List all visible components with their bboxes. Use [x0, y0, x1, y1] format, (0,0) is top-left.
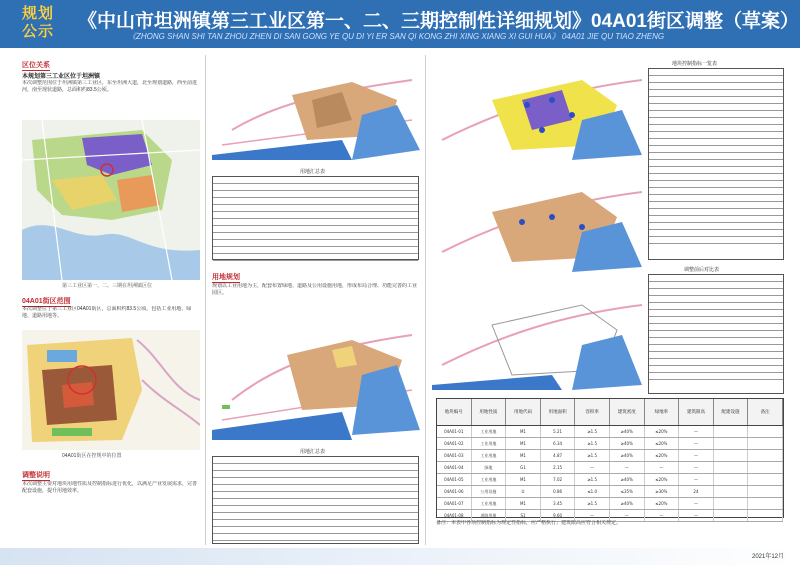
- right-top-table: [648, 68, 784, 260]
- table-cell: U: [506, 486, 541, 497]
- table-cell: M1: [506, 450, 541, 461]
- table-cell: [714, 450, 749, 461]
- header-bar: [0, 0, 800, 48]
- table-cell: 5.21: [541, 426, 576, 437]
- location-map: [22, 120, 200, 280]
- table-cell: [714, 426, 749, 437]
- block-map: [22, 330, 200, 450]
- table-cell: 工业用地: [472, 450, 507, 461]
- table-cell: 工业用地: [472, 498, 507, 509]
- table-cell: 04A01-08: [437, 510, 472, 521]
- table-cell: ≤35%: [610, 486, 645, 497]
- table-cell: 04A01-03: [437, 450, 472, 461]
- table-cell: ≥40%: [610, 474, 645, 485]
- table-cell: ≥1.5: [575, 498, 610, 509]
- table-cell: [748, 438, 783, 449]
- table-cell: [714, 474, 749, 485]
- control-map-top: [432, 60, 642, 160]
- right-top-table-grid: [649, 69, 783, 244]
- section-block-title: 04A01街区范围: [22, 298, 71, 305]
- table-cell: [748, 474, 783, 485]
- table-cell: 绿地: [472, 462, 507, 473]
- table-cell: —: [679, 450, 714, 461]
- table-cell: —: [679, 498, 714, 509]
- table-cell: ≥1.5: [575, 450, 610, 461]
- table-cell: ≤20%: [645, 426, 680, 437]
- table-cell: 工业用地: [472, 438, 507, 449]
- section-location-text: 本次调整范围位于坦洲镇第三工业区，东至坦洲大道，北至规划道路，西至前进河，南至现状道路，总面积约83.5公顷。: [22, 80, 198, 93]
- table-cell: ≥40%: [610, 426, 645, 437]
- block-map-caption: 04A01街区在控规中的位置: [62, 453, 122, 459]
- section-landuse-text: 规划以工业用地为主，配套布置绿地、道路及公用设施用地，形成布局合理、功能完善的工业园区。: [212, 283, 417, 296]
- control-index-table: [436, 398, 784, 518]
- table-cell: —: [575, 462, 610, 473]
- table-cell: M1: [506, 438, 541, 449]
- table-cell: G1: [506, 462, 541, 473]
- table-cell: ≥30%: [645, 486, 680, 497]
- notice-badge: [22, 5, 54, 41]
- table-cell: [748, 426, 783, 437]
- table-cell: ≤20%: [645, 498, 680, 509]
- table-cell: [748, 498, 783, 509]
- th-land-code: 用地代码: [506, 399, 541, 425]
- current-landuse-map: [212, 60, 420, 160]
- table-cell: [748, 462, 783, 473]
- block-map-graphic: [22, 330, 200, 450]
- middle-table1-grid: [213, 177, 418, 261]
- table-cell: [714, 438, 749, 449]
- th-remark: 备注: [748, 399, 783, 425]
- table-cell: 4.87: [541, 450, 576, 461]
- section-adjust-text: 本次调整主要对地块用地性质及控制指标进行优化，以满足产业发展需求，完善配套设施，提升用地效率。: [22, 481, 198, 494]
- section-location-subtitle: 本规划第三工业区位于坦洲镇: [22, 74, 101, 80]
- table-cell: 公用设施: [472, 486, 507, 497]
- page-title: 《中山市坦洲镇第三工业区第一、二、三期控制性详细规划》04A01街区调整（草案）: [78, 11, 799, 32]
- middle-table1: [212, 176, 419, 260]
- table-cell: [748, 486, 783, 497]
- table-cell: M1: [506, 498, 541, 509]
- table-cell: 9.60: [541, 510, 576, 521]
- th-land-use: 用地性质: [472, 399, 507, 425]
- location-map-caption: 第三工业区第一、二、三期在坦洲镇区位: [62, 283, 153, 289]
- control-index-table-header: [437, 399, 783, 426]
- table-cell: —: [679, 510, 714, 521]
- middle-table2: [212, 456, 419, 544]
- table-cell: [714, 486, 749, 497]
- table-cell: [714, 462, 749, 473]
- control-map-bottom-graphic: [432, 280, 642, 390]
- badge-line1: 规划: [22, 5, 55, 22]
- table-cell: [714, 498, 749, 509]
- table-cell: —: [610, 510, 645, 521]
- table-cell: [748, 450, 783, 461]
- right-mid-table-title: 调整前后对比表: [684, 267, 720, 273]
- table-cell: ≥40%: [610, 450, 645, 461]
- table-cell: 04A01-07: [437, 498, 472, 509]
- planned-landuse-map: [212, 310, 420, 440]
- table-row: [437, 474, 783, 486]
- table-cell: 工业用地: [472, 426, 507, 437]
- table-row: [437, 498, 783, 510]
- section-location-title: 区位关系: [22, 62, 50, 69]
- publish-date: 2021年12月: [752, 554, 785, 560]
- table-cell: 6.34: [541, 438, 576, 449]
- table-cell: 0.86: [541, 486, 576, 497]
- th-area: 用地面积: [541, 399, 576, 425]
- control-map-top-graphic: [432, 60, 642, 160]
- control-index-table-body: [437, 426, 783, 522]
- table-row: [437, 462, 783, 474]
- table-cell: —: [575, 510, 610, 521]
- table-cell: 04A01-04: [437, 462, 472, 473]
- section-adjust-title: 调整说明: [22, 472, 50, 479]
- middle-table2-title: 用地汇总表: [300, 449, 326, 455]
- th-height: 建筑限高: [679, 399, 714, 425]
- table-cell: ≤20%: [645, 438, 680, 449]
- table-cell: —: [679, 474, 714, 485]
- planned-landuse-graphic: [212, 310, 420, 440]
- table-cell: —: [610, 462, 645, 473]
- table-cell: ≤1.0: [575, 486, 610, 497]
- table-cell: ≥1.5: [575, 438, 610, 449]
- location-map-graphic: [22, 120, 200, 280]
- table-cell: —: [645, 462, 680, 473]
- table-cell: M1: [506, 474, 541, 485]
- table-cell: 工业用地: [472, 474, 507, 485]
- table-cell: 04A01-06: [437, 486, 472, 497]
- table-cell: 7.02: [541, 474, 576, 485]
- badge-line2: 公示: [22, 23, 55, 40]
- th-green: 绿地率: [645, 399, 680, 425]
- table-row: [437, 450, 783, 462]
- table-cell: 04A01-02: [437, 438, 472, 449]
- page-subtitle: 《ZHONG SHAN SHI TAN ZHOU ZHEN DI SAN GONG YE QU DI YI ER SAN QI KONG ZHI XING XIANG XI GUI HUA》 04A01 JIE QU TIAO ZHENG: [128, 32, 665, 41]
- table-cell: 2.15: [541, 462, 576, 473]
- table-cell: 3.45: [541, 498, 576, 509]
- table-cell: ≥40%: [610, 498, 645, 509]
- section-landuse-title: 用地规划: [212, 274, 240, 281]
- th-density: 建筑密度: [610, 399, 645, 425]
- right-mid-table-grid: [649, 275, 783, 380]
- table-cell: 24: [679, 486, 714, 497]
- table-cell: ≤20%: [645, 450, 680, 461]
- table-cell: —: [679, 438, 714, 449]
- table-cell: —: [679, 462, 714, 473]
- current-landuse-graphic: [212, 60, 420, 160]
- table-cell: —: [645, 510, 680, 521]
- th-plot-id: 地块编号: [437, 399, 472, 425]
- table-note: 备注：本表中各项控制指标为规定性指标，应严格执行；建筑限高应符合相关规定。: [436, 520, 622, 526]
- right-mid-table: [648, 274, 784, 394]
- table-cell: 道路用地: [472, 510, 507, 521]
- table-row: [437, 486, 783, 498]
- table-cell: 04A01-05: [437, 474, 472, 485]
- control-map-mid-graphic: [432, 172, 642, 272]
- table-cell: ≥40%: [610, 438, 645, 449]
- table-row: [437, 438, 783, 450]
- right-top-table-title: 地块控制指标一览表: [672, 61, 718, 67]
- table-cell: ≥1.5: [575, 474, 610, 485]
- column-divider-1: [205, 55, 206, 545]
- table-cell: S1: [506, 510, 541, 521]
- middle-table2-grid: [213, 457, 418, 541]
- table-cell: —: [679, 426, 714, 437]
- table-cell: 04A01-01: [437, 426, 472, 437]
- th-facility: 配建设施: [714, 399, 749, 425]
- section-block-text: 本次调整位于第三工业区04A01街区，总面积约83.5公顷，包括工业用地、绿地、道路用地等。: [22, 306, 192, 319]
- middle-table1-title: 用地汇总表: [300, 169, 326, 175]
- th-far: 容积率: [575, 399, 610, 425]
- footer-bar: [0, 548, 800, 565]
- table-cell: ≥1.5: [575, 426, 610, 437]
- table-row: [437, 426, 783, 438]
- table-cell: M1: [506, 426, 541, 437]
- column-divider-2: [425, 55, 426, 545]
- control-map-bottom: [432, 280, 642, 390]
- control-map-mid: [432, 172, 642, 272]
- table-cell: ≤20%: [645, 474, 680, 485]
